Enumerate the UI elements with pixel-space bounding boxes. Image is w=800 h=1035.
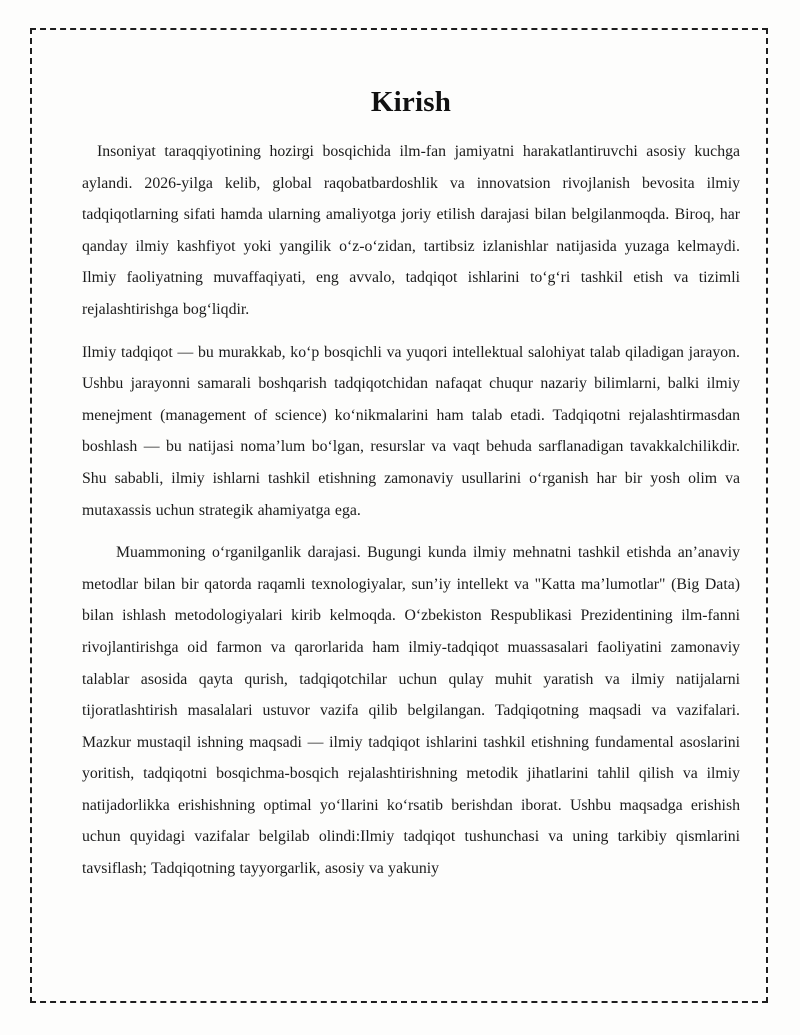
body-paragraph-2: Ilmiy tadqiqot — bu murakkab, ko‘p bosqichli va yuqori intellektual salohiyat talab qiladigan jarayon. Ushbu jarayonni samarali boshqarish tadqiqotchidan nafaqat chuqur nazariy bilimlarni, balki ilmiy menejment (management of science) ko‘nikmalarini ham talab etadi. Tadqiqotni rejalashtirmasdan boshlash — bu natijasi noma’lum bo‘lgan, resurslar va vaqt behuda sarflanadigan tavakkalchilikdir. Shu sababli, ilmiy ishlarni tashkil etishning zamonaviy usullarini o‘rganish har bir yosh olim va mutaxassis uchun strategik ahamiyatga ega. (82, 343, 740, 519)
body-paragraph-3: Muammoning o‘rganilganlik darajasi. Bugungi kunda ilmiy mehnatni tashkil etishda an’anaviy metodlar bilan bir qatorda raqamli texnologiyalar, sun’iy intellekt va "Katta ma’lumotlar" (Big Data) bilan ishlash metodologiyalari kirib kelmoqda. O‘zbekiston Respublikasi Prezidentining ilm-fanni rivojlantirishga oid farmon va qarorlarida ham ilmiy-tadqiqot muassasalari faoliyatini zamonaviy talablar asosida qayta qurish, tadqiqotchilar uchun qulay muhit yaratish va ilmiy natijalarni tijoratlashtirish masalalari ustuvor vazifa qilib belgilangan. Tadqiqotning maqsadi va vazifalari. Mazkur mustaqil ishning maqsadi — ilmiy tadqiqot ishlarini tashkil etishning fundamental asoslarini yoritish, tadqiqotni bosqichma-bosqich rejalashtirishning metodik jihatlarini tahlil qilish va ilmiy natijadorlikka erishishning optimal yo‘llarini ko‘rsatib berishdan iborat. Ushbu maqsadga erishish uchun quyidagi vazifalar belgilab olindi:Ilmiy tadqiqot tushunchasi va uning tarkibiy qismlarini tavsiflash; Tadqiqotning tayyorgarlik, asosiy va yakuniy (82, 544, 740, 878)
page-content (82, 86, 740, 896)
body-paragraph-1: Insoniyat taraqqiyotining hozirgi bosqichida ilm-fan jamiyatni harakatlantiruvchi asosiy kuchga aylandi. 2026-yilga kelib, global raqobatbardoshlik va innovatsion rivojlanish bevosita ilmiy tadqiqotlarning sifati hamda ularning amaliyotga joriy etilish darajasi bilan belgilanmoqda. Biroq, har qanday ilmiy kashfiyot yoki yangilik o‘z-o‘zidan, tartibsiz izlanishlar natijasida yuzaga kelmaydi. Ilmiy faoliyatning muvaffaqiyati, eng avvalo, tadqiqot ishlarini to‘g‘ri tashkil etish va tizimli rejalashtirishga bog‘liqdir. (82, 143, 740, 318)
page-title: Kirish (370, 86, 452, 118)
